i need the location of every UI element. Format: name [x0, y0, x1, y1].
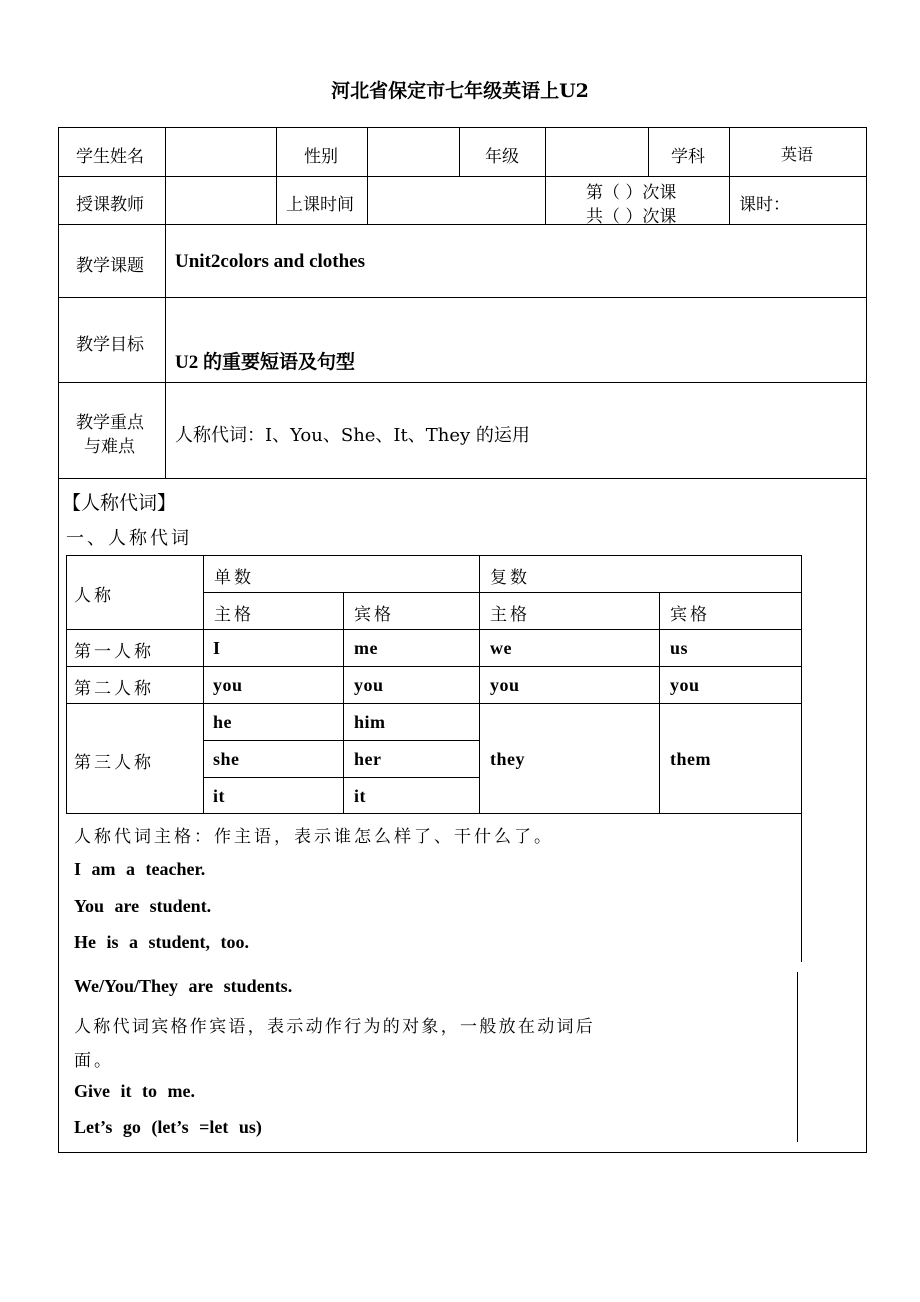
column-divider: [729, 127, 730, 224]
example-sentence: Let’s go (let’s =let us): [74, 1117, 262, 1137]
table-border: [343, 592, 344, 813]
column-divider: [165, 127, 166, 478]
student-name-label: 学生姓名: [76, 147, 144, 167]
table-cell: me: [354, 638, 378, 658]
table-border: [66, 666, 801, 667]
lesson-plan-frame: [58, 127, 867, 1153]
plural-nominative-header: 主格: [490, 605, 530, 625]
focus-label-line2: 与难点: [84, 437, 135, 457]
example-sentence: Give it to me.: [74, 1081, 195, 1101]
example-sentence: I am a teacher.: [74, 859, 206, 879]
table-cell: she: [213, 749, 240, 769]
section-subheading: 一、人称代词: [66, 528, 192, 549]
table-border: [66, 555, 801, 556]
plural-objective-header: 宾格: [670, 605, 710, 625]
objective-rule-line2: 面。: [74, 1051, 114, 1071]
column-divider: [276, 127, 277, 224]
lesson-nth: 第（ ）次课: [586, 183, 677, 203]
table-border: [66, 629, 801, 630]
table-cell: him: [354, 712, 386, 732]
section-heading: 【人称代词】: [62, 492, 177, 514]
focus-label-line1: 教学重点: [76, 413, 144, 433]
objective-rule-line1: 人称代词宾格作宾语，表示动作行为的对象，一般放在动词后: [74, 1017, 596, 1037]
singular-header: 单数: [214, 568, 254, 588]
table-cell: you: [213, 675, 243, 695]
table-border: [66, 813, 801, 814]
table-cell: her: [354, 749, 382, 769]
table-cell: he: [213, 712, 232, 732]
table-cell: they: [490, 749, 525, 769]
plural-header: 复数: [490, 568, 530, 588]
table-border: [479, 555, 480, 813]
class-time-label: 上课时间: [286, 195, 354, 215]
table-border: [203, 777, 479, 778]
example-sentence: You are student.: [74, 896, 212, 916]
table-border: [203, 555, 204, 813]
example-sentence: He is a student, too.: [74, 932, 250, 952]
example-sentence: We/You/They are students.: [74, 976, 293, 996]
column-divider: [367, 127, 368, 224]
table-border: [801, 555, 802, 962]
subject-value: 英语: [781, 145, 814, 164]
table-cell: we: [490, 638, 512, 658]
table-cell: you: [670, 675, 700, 695]
table-cell: I: [213, 638, 221, 658]
table-border: [66, 703, 801, 704]
row-divider: [58, 382, 867, 383]
column-divider: [459, 127, 460, 176]
table-border: [203, 740, 479, 741]
table-cell: us: [670, 638, 689, 658]
table-cell: you: [490, 675, 520, 695]
table-row-person: 第二人称: [74, 679, 154, 699]
gender-label: 性别: [304, 147, 338, 167]
focus-value: 人称代词：I、You、She、It、They 的运用: [175, 425, 530, 446]
document-title: 河北省保定市七年级英语上U2: [331, 80, 589, 102]
row-divider: [58, 224, 867, 225]
table-border: [797, 972, 798, 1142]
table-cell: you: [354, 675, 384, 695]
grade-label: 年级: [485, 147, 519, 167]
goal-value: U2 的重要短语及句型: [175, 352, 355, 373]
goal-label: 教学目标: [76, 335, 144, 355]
row-divider: [58, 478, 867, 479]
person-header: 人称: [74, 586, 114, 606]
hours-label: 课时：: [739, 195, 790, 215]
topic-label: 教学课题: [76, 256, 144, 276]
nominative-rule: 人称代词主格：作主语，表示谁怎么样了、干什么了。: [74, 827, 554, 847]
singular-objective-header: 宾格: [354, 605, 394, 625]
table-cell: it: [354, 786, 366, 806]
table-cell: them: [670, 749, 711, 769]
table-border: [66, 555, 67, 813]
row-divider: [58, 297, 867, 298]
singular-nominative-header: 主格: [214, 605, 254, 625]
row-divider: [58, 176, 867, 177]
table-cell: it: [213, 786, 225, 806]
lesson-total: 共（ ）次课: [586, 207, 677, 227]
subject-label: 学科: [671, 147, 705, 167]
table-row-person: 第三人称: [74, 753, 154, 773]
table-row-person: 第一人称: [74, 642, 154, 662]
column-divider: [545, 127, 546, 224]
teacher-label: 授课教师: [76, 195, 144, 215]
column-divider: [648, 127, 649, 176]
table-border: [659, 592, 660, 813]
topic-value: Unit2colors and clothes: [175, 251, 365, 272]
table-border: [203, 592, 801, 593]
